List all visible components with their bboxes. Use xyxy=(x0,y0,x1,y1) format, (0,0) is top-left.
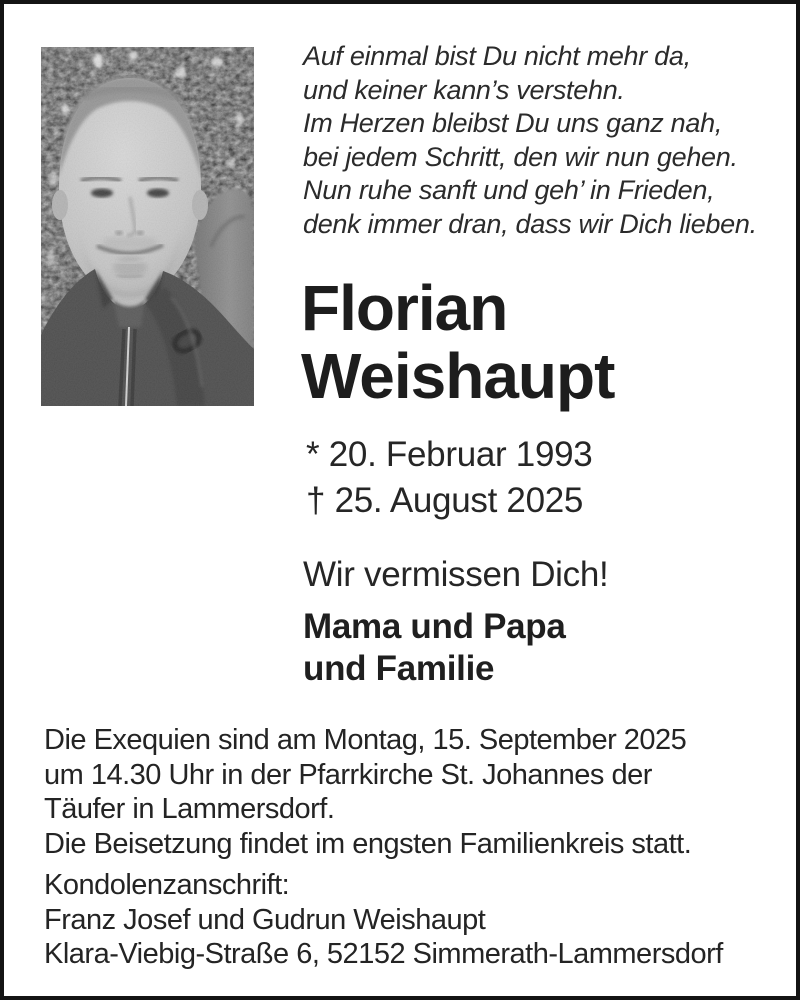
deceased-name xyxy=(301,274,781,410)
farewell-line: Wir vermissen Dich! xyxy=(303,555,609,594)
condolence-name-line: Franz Josef und Gudrun Weishaupt xyxy=(44,903,486,936)
portrait-photo xyxy=(41,47,254,406)
mourners-line: und Familie xyxy=(303,649,495,688)
condolence-street-line: Klara-Viebig-Straße 6, 52152 Simmerath-Lammersdorf xyxy=(44,938,723,970)
mourners-line: Mama und Papa xyxy=(303,607,566,646)
poem-line: und keiner kann’s verstehn. xyxy=(303,74,625,105)
poem-line: Auf einmal bist Du nicht mehr da, xyxy=(303,41,691,71)
poem-line: Nun ruhe sanft und geh’ in Frieden, xyxy=(303,175,715,205)
birth-date-line: * 20. Februar 1993 xyxy=(306,435,593,474)
death-date-line: † 25. August 2025 xyxy=(306,481,584,520)
funeral-line: Täufer in Lammersdorf. xyxy=(44,793,335,825)
poem-line: bei jedem Schritt, den wir nun gehen. xyxy=(303,141,738,172)
funeral-line: Die Exequien sind am Montag, 15. September 2025 xyxy=(44,724,687,756)
life-dates xyxy=(306,432,592,524)
condolence-label: Kondolenzanschrift: xyxy=(44,869,290,901)
poem-line: Im Herzen bleibst Du uns ganz nah, xyxy=(303,108,723,138)
poem-line: denk immer dran, dass wir Dich lieben. xyxy=(303,208,757,239)
funeral-info xyxy=(44,723,774,861)
condolence-address xyxy=(44,868,774,972)
funeral-line: Die Beisetzung findet im engsten Familienkreis statt. xyxy=(44,827,692,860)
funeral-line: um 14.30 Uhr in der Pfarrkirche St. Johannes der xyxy=(44,758,652,791)
poem xyxy=(303,40,773,241)
deceased-last-name: Weishaupt xyxy=(301,340,615,412)
deceased-first-name: Florian xyxy=(301,272,508,344)
mourners xyxy=(303,606,566,690)
